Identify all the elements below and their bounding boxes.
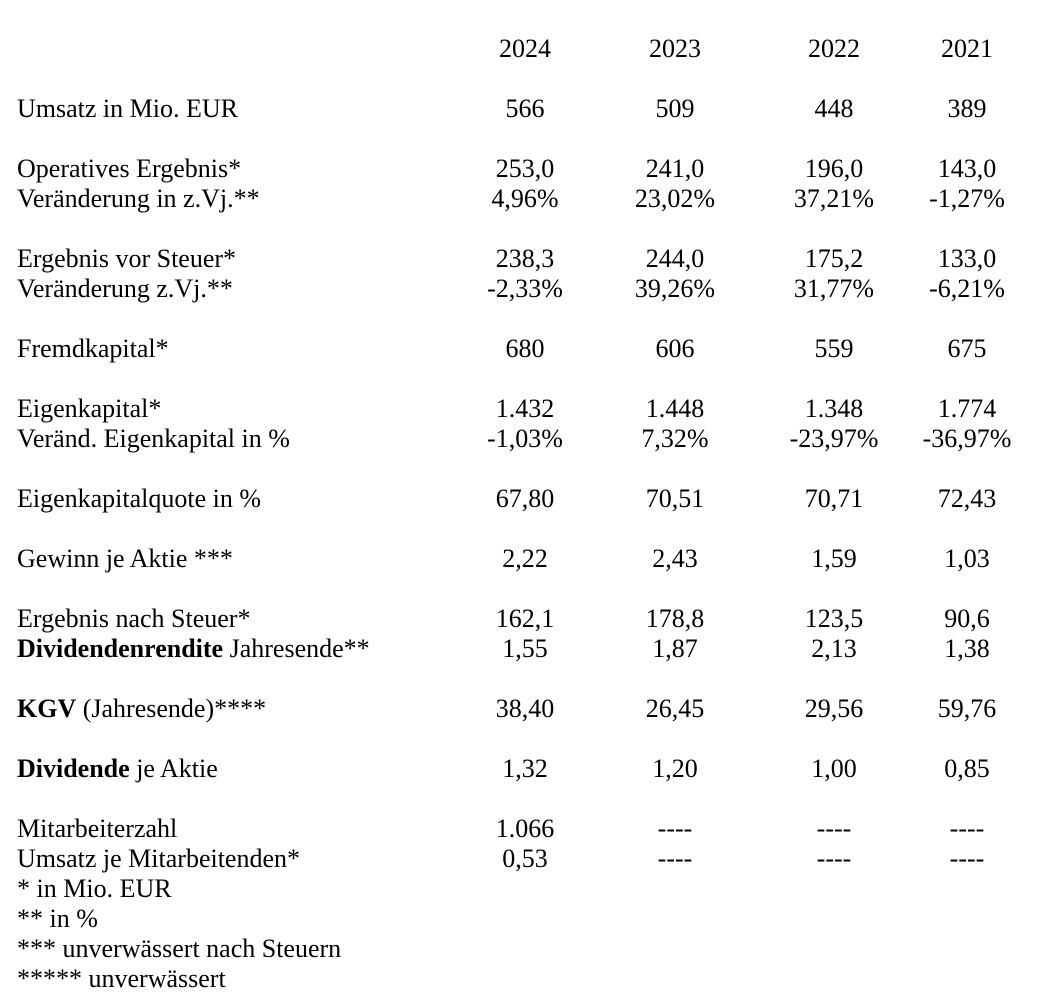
row-value-2021: 1,38 [944,634,990,663]
row-value-2024: 4,96% [491,184,559,213]
row-value-2022: 175,2 [804,244,864,273]
row-gap [0,724,1053,754]
row-value-2024: 67,80 [495,484,555,513]
row-value-2021: 675 [947,334,987,363]
row-gap [0,574,1053,604]
row-label-text: Mitarbeiterzahl [17,814,178,843]
table-row [0,394,1053,424]
table-row [0,154,1053,184]
row-value-2023: 26,45 [645,694,705,723]
row-label [0,244,450,274]
row-value-2022: 1,59 [811,544,857,573]
row-value-2021: 389 [947,94,987,123]
row-value-2024: 1.432 [495,394,555,423]
row-value-2022: -23,97% [789,424,879,453]
row-value-2022: 559 [814,334,854,363]
row-value-2021: 59,76 [937,694,997,723]
row-gap [0,124,1053,154]
row-label-bold: KGV [17,694,77,723]
row-label-bold: Dividende [17,754,130,783]
table-row [0,604,1053,634]
row-label [0,694,450,724]
row-value-2024: 162,1 [495,604,555,633]
table-body [0,94,1053,874]
table-row [0,544,1053,574]
row-label [0,844,450,874]
table-row [0,424,1053,454]
table-row [0,94,1053,124]
row-value-2022: ---- [816,844,852,873]
row-value-2023: 2,43 [652,544,698,573]
row-label [0,424,450,454]
row-label [0,634,450,664]
row-value-2024: 253,0 [495,154,555,183]
row-gap [0,304,1053,334]
row-label [0,334,450,364]
row-label [0,814,450,844]
row-value-2023: 241,0 [645,154,705,183]
row-label-text: Jahresende** [223,634,370,663]
row-value-2021: ---- [949,814,985,843]
row-value-2024: 0,53 [502,844,548,873]
row-label-text: Umsatz in Mio. EUR [17,94,238,123]
footnote-undiluted-after-tax: *** unverwässert nach Steuern [17,934,342,963]
row-label [0,754,450,784]
row-value-2022: ---- [816,814,852,843]
row-value-2024: 680 [505,334,545,363]
row-value-2024: 1,55 [502,634,548,663]
row-value-2022: 448 [814,94,854,123]
row-value-2023: 606 [655,334,695,363]
table-row [0,844,1053,874]
row-label [0,184,450,214]
table-row [0,274,1053,304]
row-value-2022: 196,0 [804,154,864,183]
row-label-text: Fremdkapital* [17,334,169,363]
row-gap [0,364,1053,394]
row-label [0,94,450,124]
row-value-2021: -36,97% [922,424,1012,453]
row-value-2022: 29,56 [804,694,864,723]
table-row [0,634,1053,664]
row-value-2021: 1.774 [937,394,997,423]
row-value-2021: 0,85 [944,754,990,783]
row-value-2023: 244,0 [645,244,705,273]
footnote-mio-eur: * in Mio. EUR [17,874,172,903]
column-header-2023: 2023 [649,34,701,63]
table-row [0,694,1053,724]
row-value-2024: 566 [505,94,545,123]
row-value-2022: 1,00 [811,754,857,783]
row-value-2022: 123,5 [804,604,864,633]
column-header-2021: 2021 [941,34,993,63]
row-gap [0,664,1053,694]
table-row [0,184,1053,214]
table-row [0,334,1053,364]
row-value-2023: ---- [657,814,693,843]
row-label-bold: Dividendenrendite [17,634,224,663]
row-gap [0,514,1053,544]
row-value-2022: 37,21% [793,184,875,213]
row-label [0,544,450,574]
column-header-2022: 2022 [808,34,860,63]
table-row [0,244,1053,274]
row-value-2021: -6,21% [929,274,1005,303]
row-label-text: Operatives Ergebnis* [17,154,242,183]
row-label-text: Veränderung in z.Vj.** [17,184,260,213]
footnote-percent: ** in % [17,904,98,933]
row-label [0,604,450,634]
row-label [0,154,450,184]
row-label [0,274,450,304]
row-value-2024: 2,22 [502,544,548,573]
row-value-2023: 23,02% [634,184,716,213]
row-label-text: Ergebnis nach Steuer* [17,604,251,633]
row-value-2023: 1.448 [645,394,705,423]
table-header-row [0,34,1053,64]
row-label [0,394,450,424]
row-value-2024: -2,33% [487,274,563,303]
row-value-2024: 1.066 [495,814,555,843]
row-value-2022: 70,71 [804,484,864,513]
row-label-text: (Jahresende)**** [76,694,267,723]
row-label-text: Veränd. Eigenkapital in % [17,424,290,453]
row-value-2023: 39,26% [634,274,716,303]
row-label-text: je Aktie [129,754,218,783]
row-label-text: Umsatz je Mitarbeitenden* [17,844,301,873]
table-row [0,754,1053,784]
row-label [0,484,450,514]
row-value-2023: 1,87 [652,634,698,663]
table-row [0,814,1053,844]
row-value-2021: 143,0 [937,154,997,183]
row-value-2023: 70,51 [645,484,705,513]
row-label-text: Ergebnis vor Steuer* [17,244,237,273]
footnote-undiluted: ***** unverwässert [17,964,226,993]
row-value-2023: 1,20 [652,754,698,783]
header-label-spacer [0,34,450,64]
row-value-2022: 2,13 [811,634,857,663]
row-value-2024: -1,03% [487,424,563,453]
column-header-2024: 2024 [499,34,551,63]
row-value-2021: ---- [949,844,985,873]
row-value-2021: 133,0 [937,244,997,273]
row-value-2021: -1,27% [929,184,1005,213]
row-gap [0,454,1053,484]
row-value-2024: 238,3 [495,244,555,273]
row-label-text: Eigenkapital* [17,394,162,423]
row-gap [0,784,1053,814]
row-value-2023: 178,8 [645,604,705,633]
row-value-2024: 1,32 [502,754,548,783]
row-value-2022: 31,77% [793,274,875,303]
row-label-text: Eigenkapitalquote in % [17,484,262,513]
row-value-2024: 38,40 [495,694,555,723]
row-gap [0,214,1053,244]
row-label-text: Veränderung z.Vj.** [17,274,233,303]
row-value-2021: 90,6 [944,604,990,633]
row-value-2023: 7,32% [641,424,709,453]
row-value-2021: 1,03 [944,544,990,573]
row-value-2022: 1.348 [804,394,864,423]
row-value-2023: ---- [657,844,693,873]
row-value-2021: 72,43 [937,484,997,513]
row-label-text: Gewinn je Aktie *** [17,544,233,573]
row-value-2023: 509 [655,94,695,123]
table-row [0,484,1053,514]
row-gap [0,64,1053,94]
